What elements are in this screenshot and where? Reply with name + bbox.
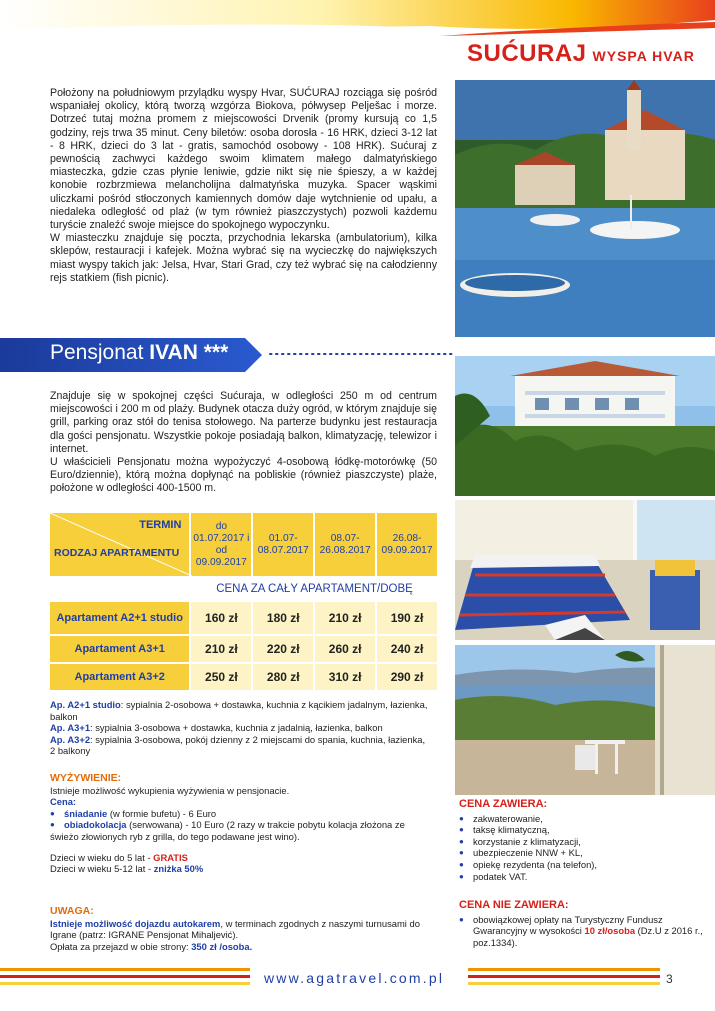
apartment-desc-text: : sypialnia 2-osobowa + dostawka, kuchnia z kącikiem jadalnym, łazienka, balkon [50,699,428,722]
list-item: ● ubezpieczenie NNW + KL, [459,847,709,859]
notice-section [50,906,430,952]
price-cell: 310 zł [315,664,375,690]
excludes-section [459,900,709,948]
table-row [50,636,437,662]
price-cell: 210 zł [315,602,375,634]
kids-discount-2 [50,863,430,875]
price-cell: 220 zł [253,636,313,662]
list-item: ● korzystanie z klimatyzacji, [459,836,709,848]
excludes-text: obowiązkowej opłaty na Turystyczny Fundusz Gwarancyjny w wysokości [473,913,663,937]
price-cell: 240 zł [377,636,437,662]
apartment-desc-label: Ap. A3+2 [50,733,91,745]
notice-fare [50,941,430,953]
price-cell: 280 zł [253,664,313,690]
section-title [50,341,228,365]
page-number: 3 [666,972,673,986]
intro-text [50,87,437,285]
table-corner-cell [50,513,189,576]
apartment-desc-label: Ap. A3+1 [50,722,91,734]
list-item: ● taksę klimatyczną, [459,824,709,836]
notice-text: , w terminach zgodnych z naszymi turnusami do Igrane (patrz: IGRANE Pensjonat Mihaljević). [50,917,420,941]
fare-value: 350 zł /osoba. [191,940,253,952]
food-intro: Istnieje możliwość wykupienia wyżywienia w pensjonacie. [50,784,290,796]
apartment-desc-item [50,722,430,734]
apartment-name: Apartament A3+1 [50,636,189,662]
price-cell: 260 zł [315,636,375,662]
apartment-desc-text: : sypialnia 3-osobowa, pokój dzienny z 2 miejscami do spania, kuchnia, łazienka, 2 balkony [50,733,426,757]
includes-list [459,813,709,883]
breakfast-label: śniadanie [64,807,108,819]
price-cell: 180 zł [253,602,313,634]
pension-paragraph-1: Znajduje się w spokojnej części Sućuraja, w odległości 250 m od centrum miejscowości i 200 m od plaży. Budynek otacza duży ogród, w którym znajduje się grill, parking oraz stół do tenisa stołowego. Na parterze budynku jest restauracja dla gości pensjonatu. Wszystkie pokoje posiadają balkon, klimatyzację, telewizor i internet. [50,390,437,455]
price-table-header [50,513,437,576]
page-title-main: SUĆURAJ [467,40,587,67]
notice-heading: UWAGA: [50,905,94,917]
section-title-name: IVAN [149,341,198,364]
period-header: 26.08-09.09.2017 [377,513,437,576]
food-price-label: Cena: [50,796,77,808]
includes-heading: CENA ZAWIERA: [459,798,548,810]
excludes-tail: (Dz.U z 2016 r., poz.1334). [473,925,703,948]
kids-discount-value: zniżka 50% [153,863,204,875]
price-cell: 210 zł [191,636,251,662]
page-title [467,40,695,68]
price-caption: CENA ZA CAŁY APARTAMENT/DOBĘ [216,583,413,595]
website-link[interactable]: www.agatravel.com.pl [264,970,445,986]
period-header: 01.07-08.07.2017 [253,513,313,576]
kids-discount-1 [50,852,430,864]
breakfast-text: (w formie bufetu) - 6 Euro [107,807,217,819]
period-header: do 01.07.2017 i od 09.09.2017 [191,513,251,576]
harbor-photo [455,80,715,337]
list-item: ● opiekę rezydenta (na telefon), [459,859,709,871]
food-section [50,773,430,875]
kids-discount-text: Dzieci w wieku 5-12 lat - [50,863,154,875]
apartment-name: Apartament A2+1 studio [50,602,189,634]
intro-paragraph-1: Położony na południowym przylądku wyspy Hvar, SUĆURAJ rozciąga się pośród wspaniałej okolicy, którą tworzą wzgórza Biokova, półwysep Pelješac i morze. Dotrzeć tutaj można promem z miejscowości Drvenik (promy kursują co 1,5 godziny, rejs trwa 35 minut. Ceny biletów: osoba dorosła - 16 HRK, dzieci 3-12 lat - 8 HRK, dzieci do 3 lat - gratis, samochód osobowy - 108 HRK). Sućuraj z pewnością zachwyci każdego swoim klimatem małego dalmatyńskiego miasteczka, gdzie czas płynie leniwie, gdzie nikt się nie śpieszy, a w każdej konobie rozbrzmiewa melancholijna dalmatyńska muzyka. Spacer wąskimi uliczkami pośród stłoczonych kamiennych domów daje wytchnienie od upału, a niedaleka odległość od plaż (w tym również piaszczystych) pozwoli każdemu turyście znaleźć swoje miejsce do spokojnego wypoczynku. [50,87,437,232]
price-cell: 160 zł [191,602,251,634]
page-title-sub: WYSPA HVAR [592,48,695,64]
intro-paragraph-2: W miasteczku znajduje się poczta, przychodnia lekarska (ambulatorium), kilka sklepów, restauracji i kafejek. Można wybrać się na wycieczkę do największych miast wyspy takich jak: Jelsa, Hvar, Stari Grad, czy też wybrać się na całodzienny rejs statkiem (fish picnic). [50,232,437,284]
price-cell: 250 zł [191,664,251,690]
apartment-desc-item [50,734,430,757]
excludes-list [459,914,709,949]
list-item: ● zakwaterowanie, [459,813,709,825]
table-row [50,664,437,690]
termin-label: TERMIN [139,519,182,531]
table-row [50,602,437,634]
section-title-stars: *** [203,341,229,364]
fare-text: Opłata za przejazd w obie strony: [50,940,192,952]
food-heading: WYŻYWIENIE: [50,772,122,784]
pension-paragraph-2: U właścicieli Pensjonatu można wypożyczyć 4-osobową łódkę-motorówkę (50 Euro/dziennie), którą można dopłynąć na pobliskie (również piaszczyste) plaże, położone w odległości 400-1500 m. [50,456,437,495]
price-cell: 190 zł [377,602,437,634]
balcony-view-photo [455,645,715,795]
price-table [50,513,437,692]
period-header: 08.07-26.08.2017 [315,513,375,576]
includes-section [459,799,709,882]
excludes-heading: CENA NIE ZAWIERA: [459,899,569,911]
dinner-text: (serwowana) - 10 Euro (2 razy w trakcie pobytu kolacja złożona ze świeżo złowionych ryb z grilla, do tego podawane jest wino). [50,819,405,842]
bedroom-photo [455,500,715,640]
apartment-descriptions [50,699,430,757]
notice-body [50,918,430,941]
food-list [50,808,430,843]
list-item [50,819,430,842]
apartment-desc-label: Ap. A2+1 studio [50,699,121,710]
section-dotted-divider [268,352,456,356]
header-banner-curve [440,22,715,36]
apartment-name: Apartament A3+2 [50,664,189,690]
rodzaj-label: RODZAJ APARTAMENTU [54,547,180,559]
notice-bold-text: Istnieje możliwość dojazdu autokarem [50,917,221,929]
excludes-amount: 10 zł/osoba [584,925,636,937]
list-item: ● podatek VAT. [459,871,709,883]
kids-discount-value: GRATIS [153,851,188,863]
price-cell: 290 zł [377,664,437,690]
dinner-label: obiadokolacja [64,819,127,831]
list-item [50,808,430,820]
section-title-prefix: Pensjonat [50,341,144,364]
pension-description [50,390,437,496]
kids-discount-text: Dzieci w wieku do 5 lat - [50,851,154,863]
apartment-desc-item [50,699,430,722]
list-item [459,914,709,949]
pension-building-photo [455,356,715,496]
apartment-desc-text: : sypialnia 3-osobowa + dostawka, kuchnia z jadalnią, łazienka, balkon [90,722,383,734]
